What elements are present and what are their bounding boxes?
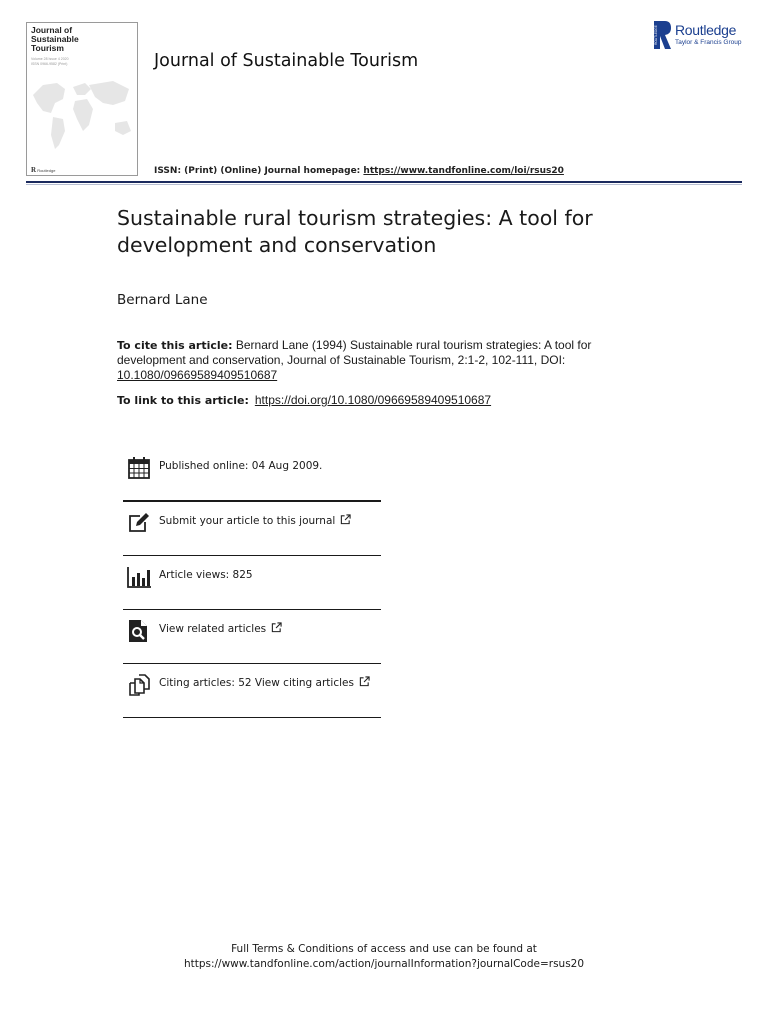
citation-block (117, 338, 617, 383)
journal-homepage-link[interactable]: https://www.tandfonline.com/loi/rsus20 (363, 166, 564, 176)
routledge-subtitle: Taylor & Francis Group (675, 39, 742, 46)
header-divider (26, 181, 742, 183)
terms-footer-url[interactable]: https://www.tandfonline.com/action/journalInformation?journalCode=rsus20 (183, 958, 585, 970)
world-map-graphic (29, 75, 137, 161)
external-link-icon (359, 676, 370, 687)
terms-footer-line: Full Terms & Conditions of access and use can be found at (231, 943, 537, 955)
copy-icon (127, 673, 151, 697)
info-divider (123, 717, 381, 718)
citing-articles-link[interactable]: Citing articles: 52 View citing articles (159, 676, 370, 691)
article-link-line (117, 393, 491, 408)
magnifier-icon (127, 619, 151, 643)
cover-publisher-mark: R Routledge (31, 166, 56, 174)
routledge-r-icon (654, 21, 672, 49)
external-link-icon (271, 622, 282, 633)
article-author: Bernard Lane (117, 292, 208, 308)
bar-chart-icon (127, 565, 151, 589)
cite-doi-link[interactable]: 10.1080/09669589409510687 (117, 368, 278, 382)
issn-line (154, 165, 564, 177)
article-doi-link[interactable]: https://doi.org/10.1080/09669589409510687 (254, 393, 492, 407)
cover-title: Journal of Sustainable Tourism (31, 25, 79, 53)
submit-article-link[interactable]: Submit your article to this journal (159, 514, 351, 529)
pencil-icon (127, 511, 151, 535)
published-online-text: Published online: 04 Aug 2009. (159, 460, 323, 472)
citing-articles-row[interactable] (123, 664, 381, 717)
article-info-list (123, 447, 381, 718)
link-label: To link to this article: (117, 394, 249, 407)
issn-text: ISSN: (Print) (Online) Journal homepage: (154, 166, 364, 176)
related-articles-row[interactable] (123, 610, 381, 663)
cite-text: Bernard Lane (1994) Sustainable rural tourism strategies: A tool for development and conservation, Journal of Sustainable Tourism, 2:1-2, 102-111, DOI: (117, 338, 592, 367)
journal-cover-image (26, 22, 138, 176)
related-articles-link[interactable]: View related articles (159, 622, 282, 637)
terms-footer (0, 942, 768, 972)
cite-label: To cite this article: (117, 339, 233, 352)
header-divider-thin (26, 184, 742, 185)
submit-article-row[interactable] (123, 502, 381, 555)
calendar-icon (127, 456, 151, 480)
routledge-vertical-text: ROUTLEDGE (654, 25, 658, 45)
external-link-icon (340, 514, 351, 525)
published-online-row (123, 447, 381, 500)
routledge-name: Routledge (675, 22, 737, 38)
journal-title: Journal of Sustainable Tourism (154, 51, 419, 71)
article-views-row (123, 556, 381, 609)
cover-meta: Volume 28 Issue 4 2020 ISSN 0966-9582 (Print) (31, 57, 69, 66)
article-title: Sustainable rural tourism strategies: A tool for development and conservation (117, 206, 593, 257)
article-views-text: Article views: 825 (159, 569, 253, 581)
